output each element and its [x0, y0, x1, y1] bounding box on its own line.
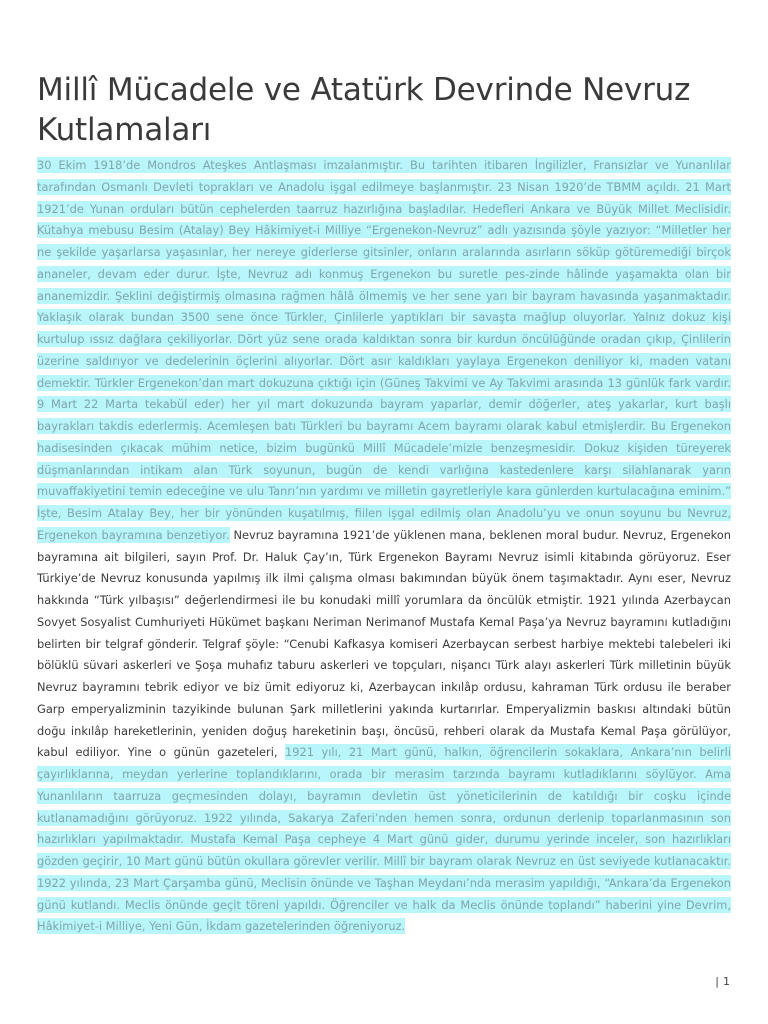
- page-title: Millî Mücadele ve Atatürk Devrinde Nevruz Kutlamaları: [37, 72, 691, 148]
- plain-text-segment: Nevruz bayramına 1921’de yüklenen mana, beklenen moral budur. Nevruz, Ergenekon bayramına ait bilgileri, sayın Prof. Dr. Haluk Çay’ın, Türk Ergenekon Bayramı Nevruz isimli kitabında görüyoruz. Eser Türkiye’de Nevruz konusunda yapılmış ilk ilmi çalışma olması bakımından büyük önem taşımaktadır. Aynı eser, Nevruz hakkında “Türk yılbaşısı” değerlendirmesi ile bu konudaki millî yorumlara da öncülük etmiştir. 1921 yılında Azerbaycan Sovyet Sosyalist Cumhuriyeti Hükümet başkanı Neriman Nerimanof Mustafa Kemal Paşa’ya Nevruz bayramını kutladığını belirten bir telgraf gönderir. Telgraf şöyle: “Cenubi Kafkasya komiseri Azerbaycan serbest harbiye mektebi talebeleri iki bölüklü süvari askerleri ve Şoşa muhafız taburu askerleri ve topçuları, nişancı Türk alayı askerleri Türk milletinin büyük Nevruz bayramını tebrik ediyor ve biz ümit ediyoruz ki, Azerbaycan inkılâp ordusu, kahraman Türk ordusu ile beraber Garp emperyalizminin tazyikinde bulunan Şark milletlerini yakında kurtarırlar. Emperyalizmin baskısı altındaki bütün doğu inkılâp hareketlerinin, yeniden doğuş hareketinin başı, öncüsü, rehberi olarak da Mustafa Kemal Paşa görülüyor, kabul ediliyor. Yine o günün gazeteleri,: [37, 527, 731, 760]
- page-number-separator: |: [715, 975, 719, 988]
- highlighted-text-segment: 1921 yılı, 21 Mart günü, halkın, öğrencilerin sokaklara, Ankara’nın belirli çayırlıklarına, meydan yerlerine toplandıklarını, orada bir merasim tarzında bayramı kutladıklarını söylüyor. Ama Yunanlıların taarruza geçmesinden dolayı, bayramın devletin üst yöneticilerinin de katıldığı bir coşku içinde kutlanamadığını görüyoruz. 1922 yılında, Sakarya Zaferi’nden hemen sonra, ordunun derlenip toparlanmasının son hazırlıkları yapılmaktadır. Mustafa Kemal Paşa cepheye 4 Mart günü gider, durumu yerinde inceler, son hazırlıkları gözden geçirir, 10 Mart günü bütün okullara görevler verilir. Millî bir bayram olarak Nevruz en üst seviyede kutlanacaktır. 1922 yılında, 23 Mart Çarşamba günü, Meclisin önünde ve Taşhan Meydanı’nda merasim yapıldığı, “Ankara’da Ergenekon günü kutlandı. Meclis önünde geçit töreni yapıldı. Öğrenciler ve halk da Meclis önünde toplandı” haberini yine Devrim, Hâkimiyet-i Milliye, Yeni Gün, İkdam gazetelerinden öğreniyoruz.: [37, 745, 731, 934]
- page-number-value: 1: [723, 975, 730, 988]
- body-paragraph: [37, 155, 731, 938]
- page-number: [715, 975, 730, 988]
- highlighted-text-segment: 30 Ekim 1918’de Mondros Ateşkes Antlaşması imzalanmıştır. Bu tarihten itibaren İngilizler, Fransızlar ve Yunanlılar tarafından Osmanlı Devleti toprakları ve Anadolu işgal edilmeye başlanmıştır. 23 Nisan 1920’de TBMM açıldı. 21 Mart 1921’de Yunan orduları bütün cephelerden taarruz hazırlığına başladılar. Hedefleri Ankara ve Büyük Millet Meclisidir. Kütahya mebusu Besim (Atalay) Bey Hâkimiyet-i Milliye “Ergenekon-Nevruz” adlı yazısında şöyle yazıyor: “Milletler her ne şekilde yaşarlarsa yaşasınlar, her nereye giderlerse gitsinler, onların aralarında asırların söküp götüremediği birçok ananeler, devam eder durur. İşte, Nevruz adı konmuş Ergenekon bu suretle pes-zinde hâlinde yaşamakta olan bir ananemizdir. Şeklini değiştirmiş olmasına rağmen hâlâ ölmemiş ve her sene yarı bir bayram havasında yaşanmaktadır. Yaklaşık olarak bundan 3500 sene önce Türkler, Çinlilerle yaptıkları bir savaşta mağlup oluyorlar. Yalnız dokuz kişi kurtulup ıssız dağlara çekiliyorlar. Dört yüz sene orada kaldıktan sonra bir kurdun öncülüğünde oradan çıkıp, Çinlilerin üzerine saldırıyor ve dedelerinin öçlerini alıyorlar. Dört asır kaldıkları yaylaya Ergenekon deniliyor ki, maden vatanı demektir. Türkler Ergenekon’dan mart dokuzuna çıktığı için (Güneş Takvimi ve Ay Takvimi arasında 13 günlük fark vardır. 9 Mart 22 Marta tekabül eder) her yıl mart dokuzunda bayram yaparlar, demir döğerler, ateş yakarlar, kurt başlı bayrakları takdis ederlermiş. Acemleşen batı Türkleri bu bayramı Acem bayramı olarak kabul etmişlerdir. Bu Ergenekon hadisesinden çıkacak mühim netice, bizim bugünkü Millî Mücadele’mizle benzeşmesidir. Dokuz kişiden türeyerek düşmanlarından intikam alan Türk soyunun, bugün de kendi varlığına kastedenlere karşı silahlanarak yarın muvaffakiyetini temin edeceğine ve ulu Tanrı’nın yardımı ve milletin gayretleriyle kara günlerden kurtulacağına eminim.” İşte, Besim Atalay Bey, her bir yönünden kuşatılmış, fiilen işgal edilmiş olan Anadolu’yu ve onun soyunu bu Nevruz, Ergenekon bayramına benzetiyor.: [37, 158, 731, 542]
